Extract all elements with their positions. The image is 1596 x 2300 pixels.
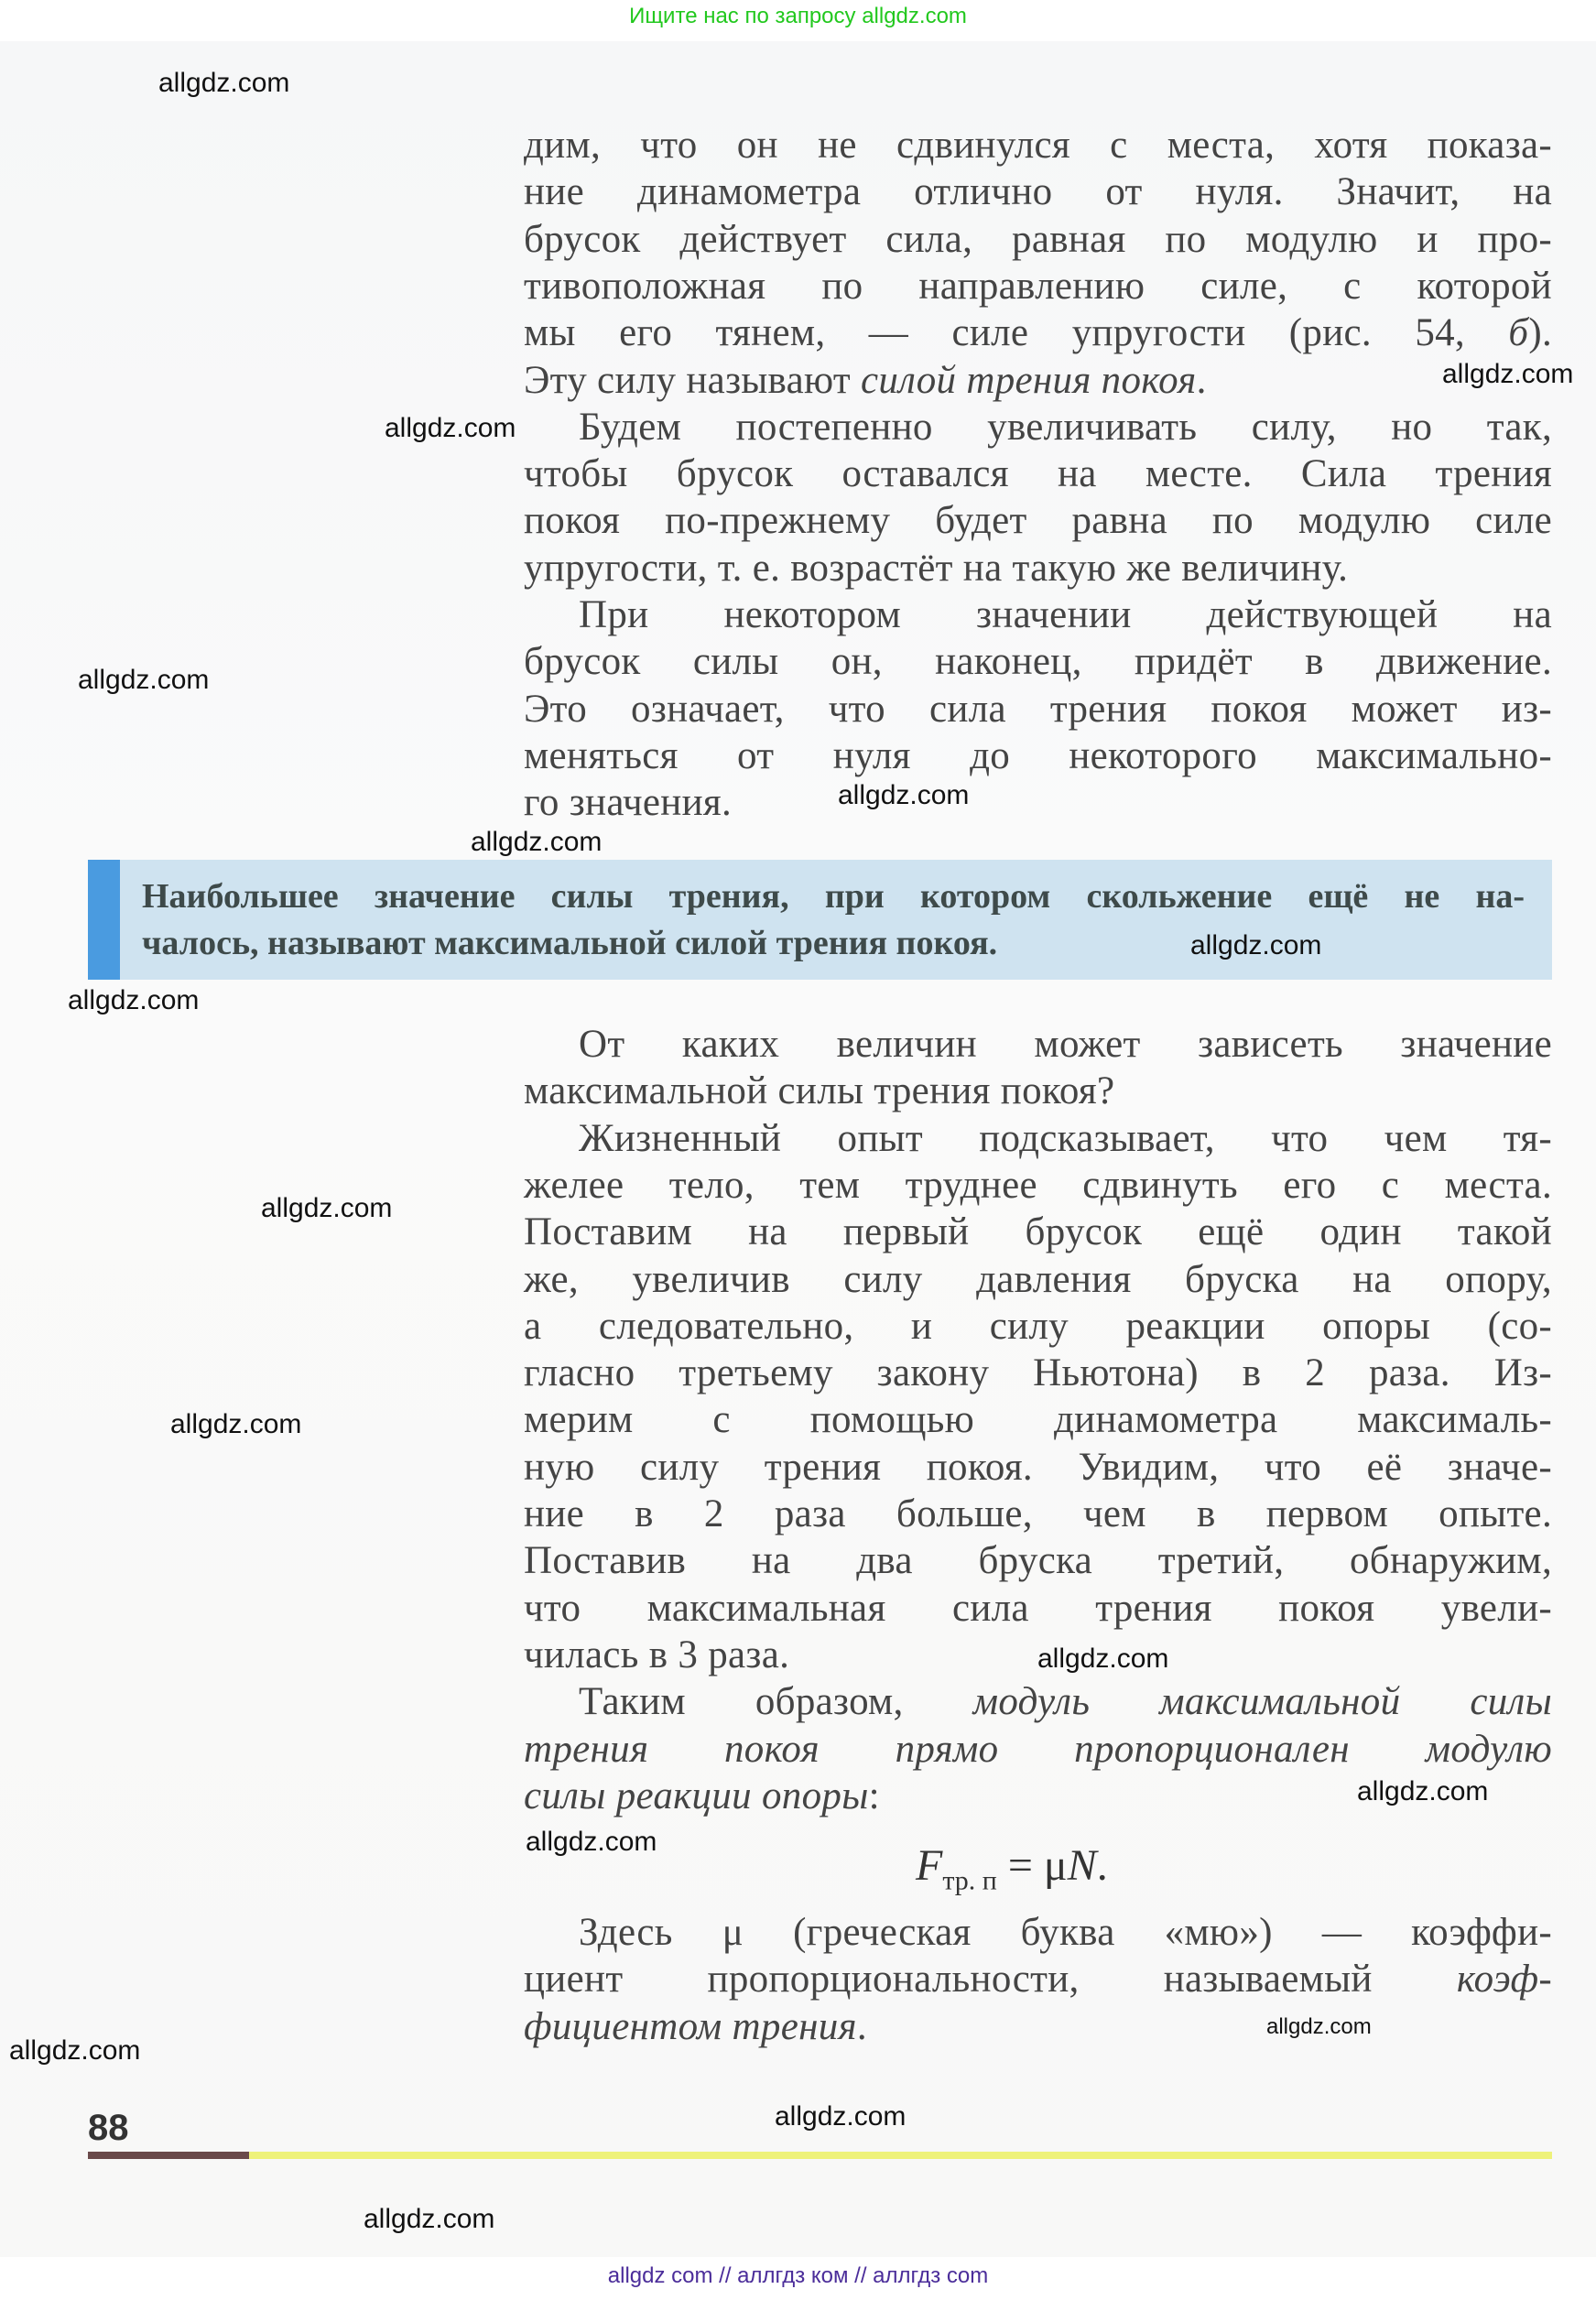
- text-line: Будем постепенно увеличивать силу, но так,: [579, 405, 1552, 449]
- text-line: ние в 2 раза больше, чем в первом опыте.: [524, 1492, 1552, 1535]
- formula-rhs: = μ: [996, 1841, 1068, 1890]
- formula-end: .: [1096, 1841, 1108, 1890]
- watermark: allgdz.com: [78, 665, 210, 695]
- watermark: allgdz.com: [1037, 1644, 1169, 1674]
- text-line: брусок действует сила, равная по модулю и про-: [524, 217, 1552, 261]
- watermark: allgdz.com: [68, 985, 200, 1015]
- text-line: желее тело, тем труднее сдвинуть его с места.: [524, 1163, 1552, 1207]
- text-line: [524, 1728, 1552, 1772]
- top-banner: Ищите нас по запросу allgdz.com: [629, 4, 967, 28]
- text-line: тивоположная по направлению силе, с которой: [524, 264, 1552, 308]
- definition-line: Наибольшее значение силы трения, при котором скольжение ещё не на-: [142, 877, 1525, 916]
- text-line: Поставив на два бруска третий, обнаружим,: [524, 1539, 1552, 1583]
- formula-lhs: F: [916, 1841, 943, 1890]
- text-line: При некотором значении действующей на: [579, 593, 1552, 636]
- text-line: Эту силу называют силой трения покоя.: [524, 358, 1207, 402]
- text-line: мы его тянем, — силе упругости (рис. 54, б).: [524, 311, 1552, 355]
- text-line: От каких величин может зависеть значение: [579, 1023, 1552, 1066]
- definition-line: чалось, называют максимальной силой трения покоя.: [142, 924, 998, 962]
- text-line: дим, что он не сдвинулся с места, хотя показа-: [524, 124, 1552, 167]
- emphasized-term: модуль максимальной силы: [972, 1680, 1553, 1724]
- definition-accent-bar: [88, 860, 120, 980]
- text-line: Жизненный опыт подсказывает, что чем тя-: [579, 1116, 1552, 1160]
- emphasized-term: фициентом трения: [524, 2004, 857, 2048]
- footer-rule: [88, 2152, 1552, 2159]
- watermark: allgdz.com: [9, 2035, 141, 2066]
- text-line: мерим с помощью динамометра максималь-: [524, 1398, 1552, 1442]
- watermark: allgdz.com: [838, 780, 970, 810]
- page-number: 88: [88, 2108, 129, 2148]
- text-line: ную силу трения покоя. Увидим, что её значе-: [524, 1445, 1552, 1489]
- watermark: allgdz.com: [1357, 1776, 1489, 1806]
- watermark: allgdz.com: [1190, 930, 1322, 960]
- formula-subscript: тр. п: [942, 1865, 997, 1896]
- emphasized-term: коэф-: [1456, 1958, 1552, 2002]
- text-line: го значения.: [524, 781, 733, 825]
- footer-rule-accent: [88, 2152, 249, 2159]
- watermark: allgdz.com: [364, 2204, 495, 2234]
- text-line: силы реакции опоры:: [524, 1774, 880, 1817]
- text-line: меняться от нуля до некоторого максимально-: [524, 733, 1552, 777]
- definition-box: [88, 860, 1552, 980]
- emphasized-term: силой трения покоя: [860, 358, 1197, 402]
- watermark: allgdz.com: [385, 413, 516, 443]
- formula-var: N: [1067, 1841, 1097, 1890]
- text-line: упругости, т. е. возрастёт на такую же величину.: [524, 546, 1349, 590]
- text-line: Таким образом, модуль максимальной силы: [579, 1680, 1553, 1724]
- formula: [916, 1840, 1108, 1897]
- text-line: максимальной силы трения покоя?: [524, 1069, 1115, 1113]
- watermark: allgdz.com: [170, 1409, 302, 1439]
- text-line: фициентом трения.: [524, 2004, 867, 2048]
- emphasized-term: трения покоя прямо пропорционален модулю: [524, 1727, 1552, 1771]
- watermark: allgdz.com: [526, 1827, 657, 1857]
- text-line: что максимальная сила трения покоя увели-: [524, 1586, 1552, 1630]
- emphasized-term: б: [1508, 311, 1529, 355]
- text-line: покоя по-прежнему будет равна по модулю силе: [524, 499, 1552, 543]
- watermark: allgdz.com: [775, 2101, 907, 2132]
- text-line: а следовательно, и силу реакции опоры (со-: [524, 1304, 1552, 1348]
- text-line: Здесь μ (греческая буква «мю») — коэффи-: [579, 1911, 1552, 1954]
- watermark: allgdz.com: [1266, 2014, 1372, 2039]
- text-line: циент пропорциональности, называемый коэф-: [524, 1958, 1552, 2002]
- emphasized-term: силы реакции опоры: [524, 1774, 869, 1817]
- watermark: allgdz.com: [158, 68, 290, 98]
- watermark: allgdz.com: [261, 1193, 393, 1223]
- text-line: чтобы брусок оставался на месте. Сила трения: [524, 452, 1552, 496]
- text-line: же, увеличив силу давления бруска на опору,: [524, 1257, 1552, 1301]
- text-line: брусок силы он, наконец, придёт в движение.: [524, 640, 1552, 684]
- watermark: allgdz.com: [1442, 359, 1574, 389]
- footer-links: allgdz com // аллгдз ком // аллгдз com: [607, 2263, 989, 2288]
- text-line: Поставим на первый брусок ещё один такой: [524, 1210, 1552, 1254]
- text-line: чилась в 3 раза.: [524, 1633, 790, 1676]
- text-line: ние динамометра отлично от нуля. Значит, на: [524, 170, 1552, 214]
- watermark: allgdz.com: [471, 827, 603, 857]
- text-line: гласно третьему закону Ньютона) в 2 раза. Из-: [524, 1351, 1552, 1395]
- text-line: Это означает, что сила трения покоя может из-: [524, 687, 1552, 731]
